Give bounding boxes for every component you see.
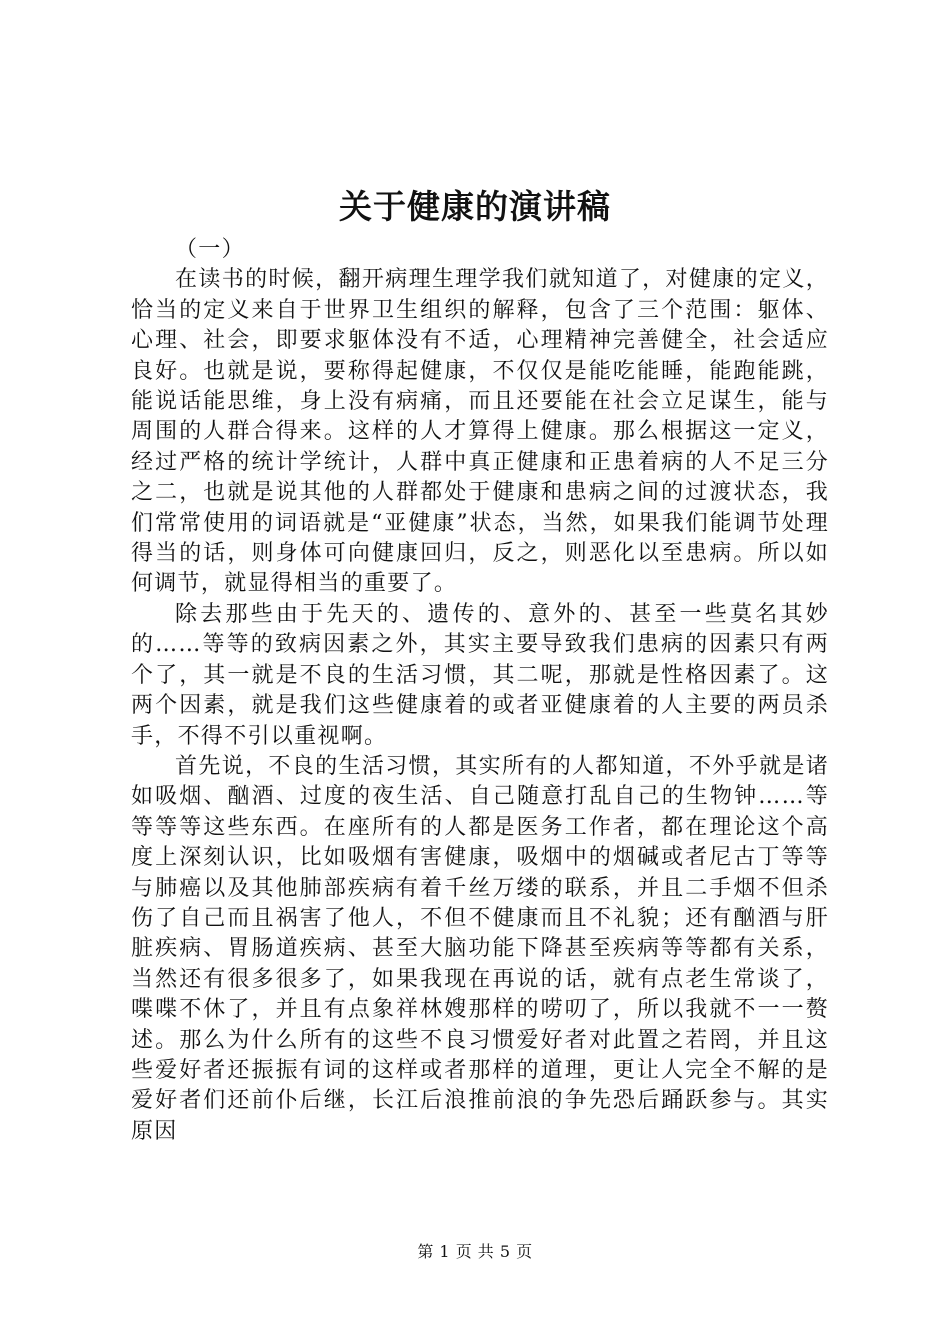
- section-marker: （一）: [175, 237, 245, 262]
- document-body: [131, 235, 829, 1147]
- page-footer: 第 1 页 共 5 页: [417, 1242, 533, 1261]
- document-title: 关于健康的演讲稿: [339, 187, 611, 226]
- paragraph-3: 首先说，不良的生活习惯，其实所有的人都知道，不外乎就是诸如吸烟、酗酒、过度的夜生活、自己随意打乱自己的生物钟……等等等等这些东西。在座所有的人都是医务工作者，都在理论这个高度上深刻认识，比如吸烟有害健康，吸烟中的烟碱或者尼古丁等等与肺癌以及其他肺部疾病有着千丝万缕的联系，并且二手烟不但杀伤了自己而且祸害了他人，不但不健康而且不礼貌；还有酗酒与肝脏疾病、胃肠道疾病、甚至大脑功能下降甚至疾病等等都有关系，当然还有很多很多了，如果我现在再说的话，就有点老生常谈了，喋喋不休了，并且有点象祥林嫂那样的唠叨了，所以我就不一一赘述。那么为什么所有的这些不良习惯爱好者对此置之若罔，并且这些爱好者还振振有词的这样或者那样的道理，更让人完全不解的是爱好者们还前仆后继，长江后浪推前浪的争先恐后踊跃参与。其实原因: [131, 753, 829, 1144]
- paragraph-1: 在读书的时候，翻开病理生理学我们就知道了，对健康的定义，恰当的定义来自于世界卫生组织的解释，包含了三个范围：躯体、心理、社会，即要求躯体没有不适，心理精神完善健全，社会适应良好。也就是说，要称得起健康，不仅仅是能吃能睡，能跑能跳，能说话能思维，身上没有病痛，而且还要能在社会立足谋生，能与周围的人群合得来。这样的人才算得上健康。那么根据这一定义，经过严格的统计学统计，人群中真正健康和正患着病的人不足三分之二，也就是说其他的人群都处于健康和患病之间的过渡状态，我们常常使用的词语就是“亚健康”状态，当然，如果我们能调节处理得当的话，则身体可向健康回归，反之，则恶化以至患病。所以如何调节，就显得相当的重要了。: [131, 267, 829, 597]
- paragraph-2: 除去那些由于先天的、遗传的、意外的、甚至一些莫名其妙的……等等的致病因素之外，其实主要导致我们患病的因素只有两个了，其一就是不良的生活习惯，其二呢，那就是性格因素了。这两个因素，就是我们这些健康着的或者亚健康着的人主要的两员杀手，不得不引以重视啊。: [131, 601, 829, 749]
